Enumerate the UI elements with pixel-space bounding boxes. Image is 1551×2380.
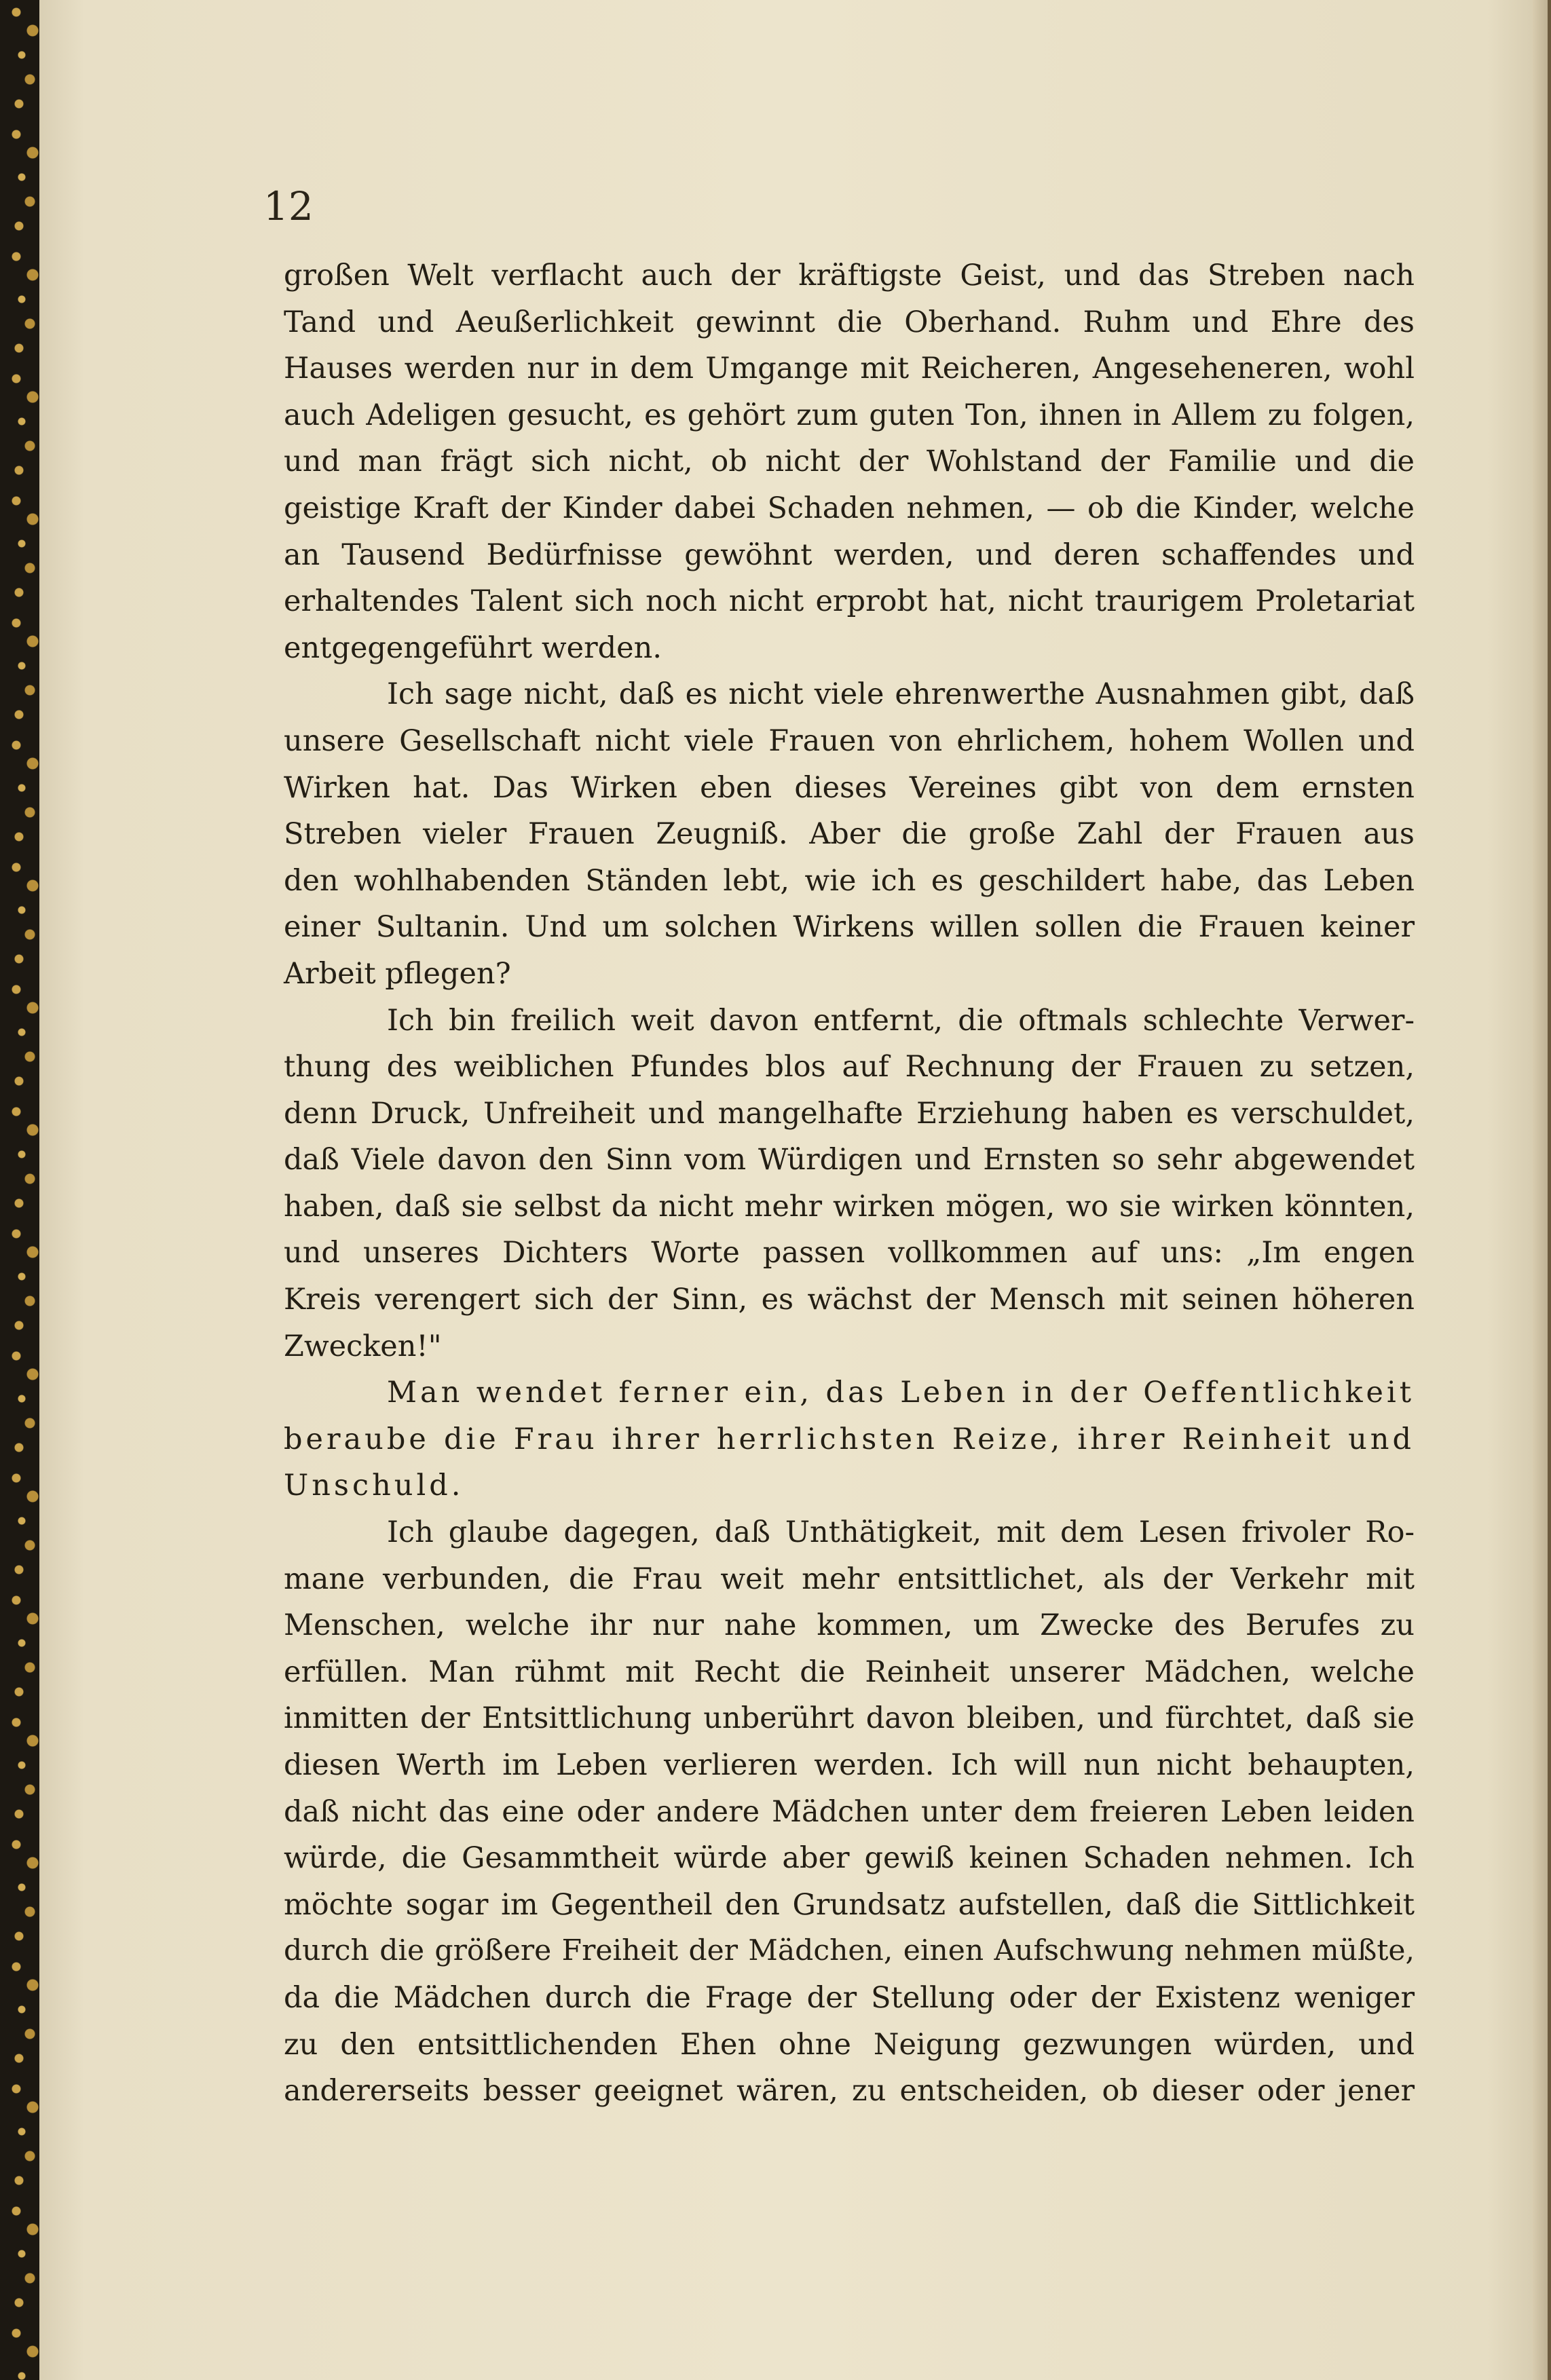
text-line: durch die größere Freiheit der Mädchen, einen Aufschwung nehmen müßte, <box>284 1934 1415 1968</box>
text-line: Zwecken!" <box>284 1329 442 1363</box>
text-line: beraube die Frau ihrer herrlichsten Reize, ihrer Reinheit und <box>284 1422 1415 1456</box>
text-line: Hauses werden nur in dem Umgange mit Reicheren, Angeseheneren, wohl <box>284 352 1415 386</box>
text-line: Ich sage nicht, daß es nicht viele ehrenwerthe Ausnahmen gibt, daß <box>387 677 1415 712</box>
text-line: Unschuld. <box>284 1469 464 1503</box>
page-number: 12 <box>263 183 314 229</box>
text-line: haben, daß sie selbst da nicht mehr wirken mögen, wo sie wirken könnten, <box>284 1189 1415 1224</box>
text-line: geistige Kraft der Kinder dabei Schaden nehmen, — ob die Kinder, welche <box>284 491 1415 525</box>
text-line: Streben vieler Frauen Zeugniß. Aber die große Zahl der Frauen aus <box>284 817 1415 852</box>
text-line: auch Adeligen gesucht, es gehört zum guten Ton, ihnen in Allem zu folgen, <box>284 398 1415 432</box>
text-line: Ich bin freilich weit davon entfernt, die oftmals schlechte Verwer- <box>387 1003 1415 1038</box>
text-line: einer Sultanin. Und um solchen Wirkens willen sollen die Frauen keiner <box>284 910 1415 945</box>
text-line: mane verbunden, die Frau weit mehr entsittlichet, als der Verkehr mit <box>284 1562 1415 1596</box>
text-line: daß Viele davon den Sinn vom Würdigen und Ernsten so sehr abgewendet <box>284 1143 1415 1177</box>
body-text <box>284 252 1415 2115</box>
text-line: Ich glaube dagegen, daß Unthätigkeit, mit dem Lesen frivoler Ro- <box>387 1515 1415 1550</box>
page-edge <box>1533 0 1548 2380</box>
text-line: unsere Gesellschaft nicht viele Frauen von ehrlichem, hohem Wollen und <box>284 723 1415 758</box>
text-line: Arbeit pflegen? <box>284 956 511 991</box>
text-line: da die Mädchen durch die Frage der Stellung oder der Existenz weniger <box>284 1980 1415 2015</box>
text-line: und man frägt sich nicht, ob nicht der Wohlstand der Familie und die <box>284 445 1415 479</box>
text-line: thung des weiblichen Pfundes blos auf Rechnung der Frauen zu setzen, <box>284 1050 1415 1084</box>
text-line: den wohlhabenden Ständen lebt, wie ich es geschildert habe, das Leben <box>284 863 1415 898</box>
text-line: möchte sogar im Gegentheil den Grundsatz aufstellen, daß die Sittlichkeit <box>284 1887 1415 1922</box>
text-line: entgegengeführt werden. <box>284 630 662 665</box>
text-line: an Tausend Bedürfnisse gewöhnt werden, und deren schaffendes und <box>284 537 1415 572</box>
text-line: Wirken hat. Das Wirken eben dieses Vereines gibt von dem ernsten <box>284 770 1415 805</box>
text-line: andererseits besser geeignet wären, zu entscheiden, ob dieser oder jener <box>284 2074 1415 2109</box>
text-line: Tand und Aeußerlichkeit gewinnt die Oberhand. Ruhm und Ehre des <box>284 305 1415 339</box>
text-line: würde, die Gesammtheit würde aber gewiß keinen Schaden nehmen. Ich <box>284 1841 1415 1876</box>
text-line: inmitten der Entsittlichung unberührt davon bleiben, und fürchtet, daß sie <box>284 1701 1415 1736</box>
text-line: großen Welt verflacht auch der kräftigste Geist, und das Streben nach <box>284 259 1415 292</box>
text-line: Kreis verengert sich der Sinn, es wächst der Mensch mit seinen höheren <box>284 1283 1415 1317</box>
text-line: Man wendet ferner ein, das Leben in der Oeffentlichkeit <box>387 1376 1415 1410</box>
text-line: zu den entsittlichenden Ehen ohne Neigung gezwungen würden, und <box>284 2027 1415 2062</box>
text-line: daß nicht das eine oder andere Mädchen unter dem freieren Leben leiden <box>284 1794 1415 1829</box>
text-line: und unseres Dichters Worte passen vollkommen auf uns: „Im engen <box>284 1236 1415 1270</box>
text-line: diesen Werth im Leben verlieren werden. Ich will nun nicht behaupten, <box>284 1748 1415 1782</box>
text-line: erfüllen. Man rühmt mit Recht die Reinheit unserer Mädchen, welche <box>284 1655 1415 1689</box>
text-line: erhaltendes Talent sich noch nicht erprobt hat, nicht traurigem Proletariat <box>284 584 1415 619</box>
text-line: Menschen, welche ihr nur nahe kommen, um Zwecke des Berufes zu <box>284 1608 1415 1643</box>
book-page <box>39 0 1548 2380</box>
text-line: denn Druck, Unfreiheit und mangelhafte Erziehung haben es verschuldet, <box>284 1096 1415 1131</box>
